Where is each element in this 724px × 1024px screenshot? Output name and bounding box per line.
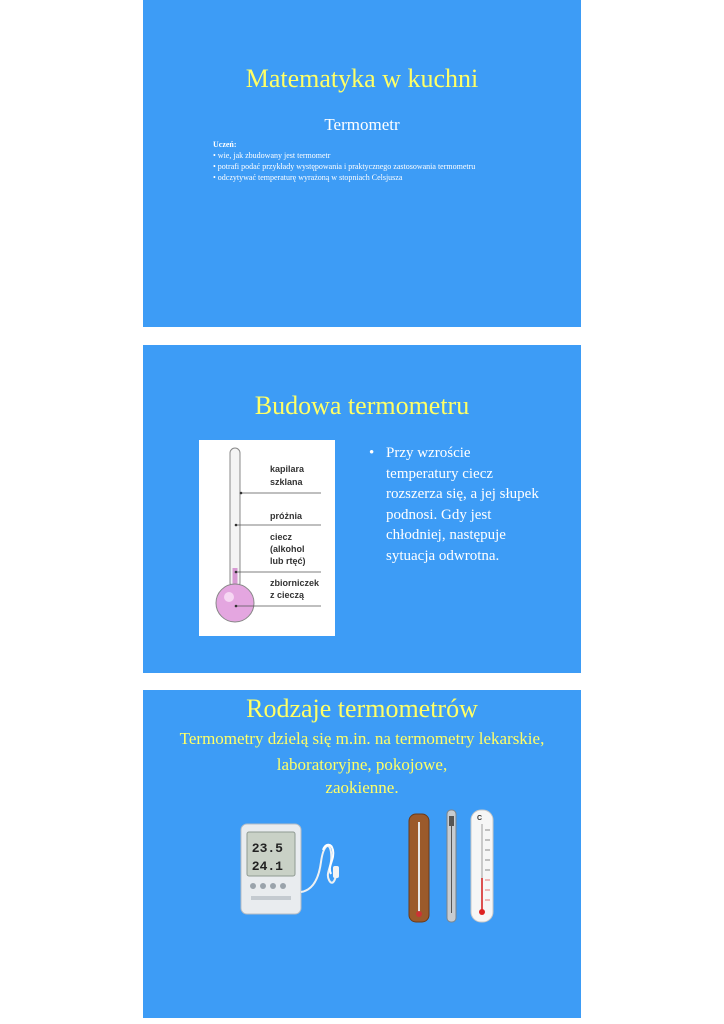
slide-3-intro-continued: zaokienne. xyxy=(325,778,399,797)
slide-2-title: Budowa termometru xyxy=(254,391,470,420)
display-bottom-reading: 24.1 xyxy=(251,859,283,874)
slide-1-subtitle: Termometr xyxy=(324,115,400,134)
label-bulb: zbiorniczek xyxy=(270,578,320,588)
objective-item: • wie, jak zbudowany jest termometr xyxy=(213,151,331,160)
label-capillary: kapilara xyxy=(270,464,305,474)
objectives-lead: Uczeń: xyxy=(213,140,237,149)
slide-1 xyxy=(143,0,581,327)
slide-3-title: Rodzaje termometrów xyxy=(246,694,478,723)
analog-thermometers-image xyxy=(405,808,500,931)
slide-1-objectives xyxy=(213,139,513,183)
bullet-marker: • xyxy=(369,445,375,461)
label-capillary-2: szklana xyxy=(270,477,303,487)
label-liquid-2: (alkohol xyxy=(270,544,305,554)
label-bulb-2: z cieczą xyxy=(270,590,305,600)
slide-3 xyxy=(143,690,581,1018)
scale-unit-label: C xyxy=(477,815,483,822)
digital-thermometer-image xyxy=(239,822,349,923)
label-liquid: ciecz xyxy=(270,532,293,542)
thermometer-diagram xyxy=(199,440,335,636)
slide-2 xyxy=(143,345,581,673)
slide-2-bullet xyxy=(369,443,539,566)
display-top-reading: 23.5 xyxy=(251,841,283,856)
bullet-text: Przy wzroście temperatury ciecz rozszerza się, a jej słupek podnosi. Gdy jest chłodniej, następuje sytuacja odwrotna. xyxy=(386,445,539,564)
objective-item: • potrafi podać przykłady występowania i praktycznego zastosowania termometru xyxy=(213,162,476,171)
slide-3-intro: Termometry dzielą się m.in. na termometry lekarskie, laboratoryjne, pokojowe, xyxy=(179,729,545,774)
label-vacuum: próżnia xyxy=(270,511,303,521)
objective-item: • odczytywać temperaturę wyrażoną w stopniach Celsjusza xyxy=(213,173,403,182)
slide-1-title: Matematyka w kuchni xyxy=(245,64,479,93)
label-liquid-3: lub rtęć) xyxy=(270,556,306,566)
